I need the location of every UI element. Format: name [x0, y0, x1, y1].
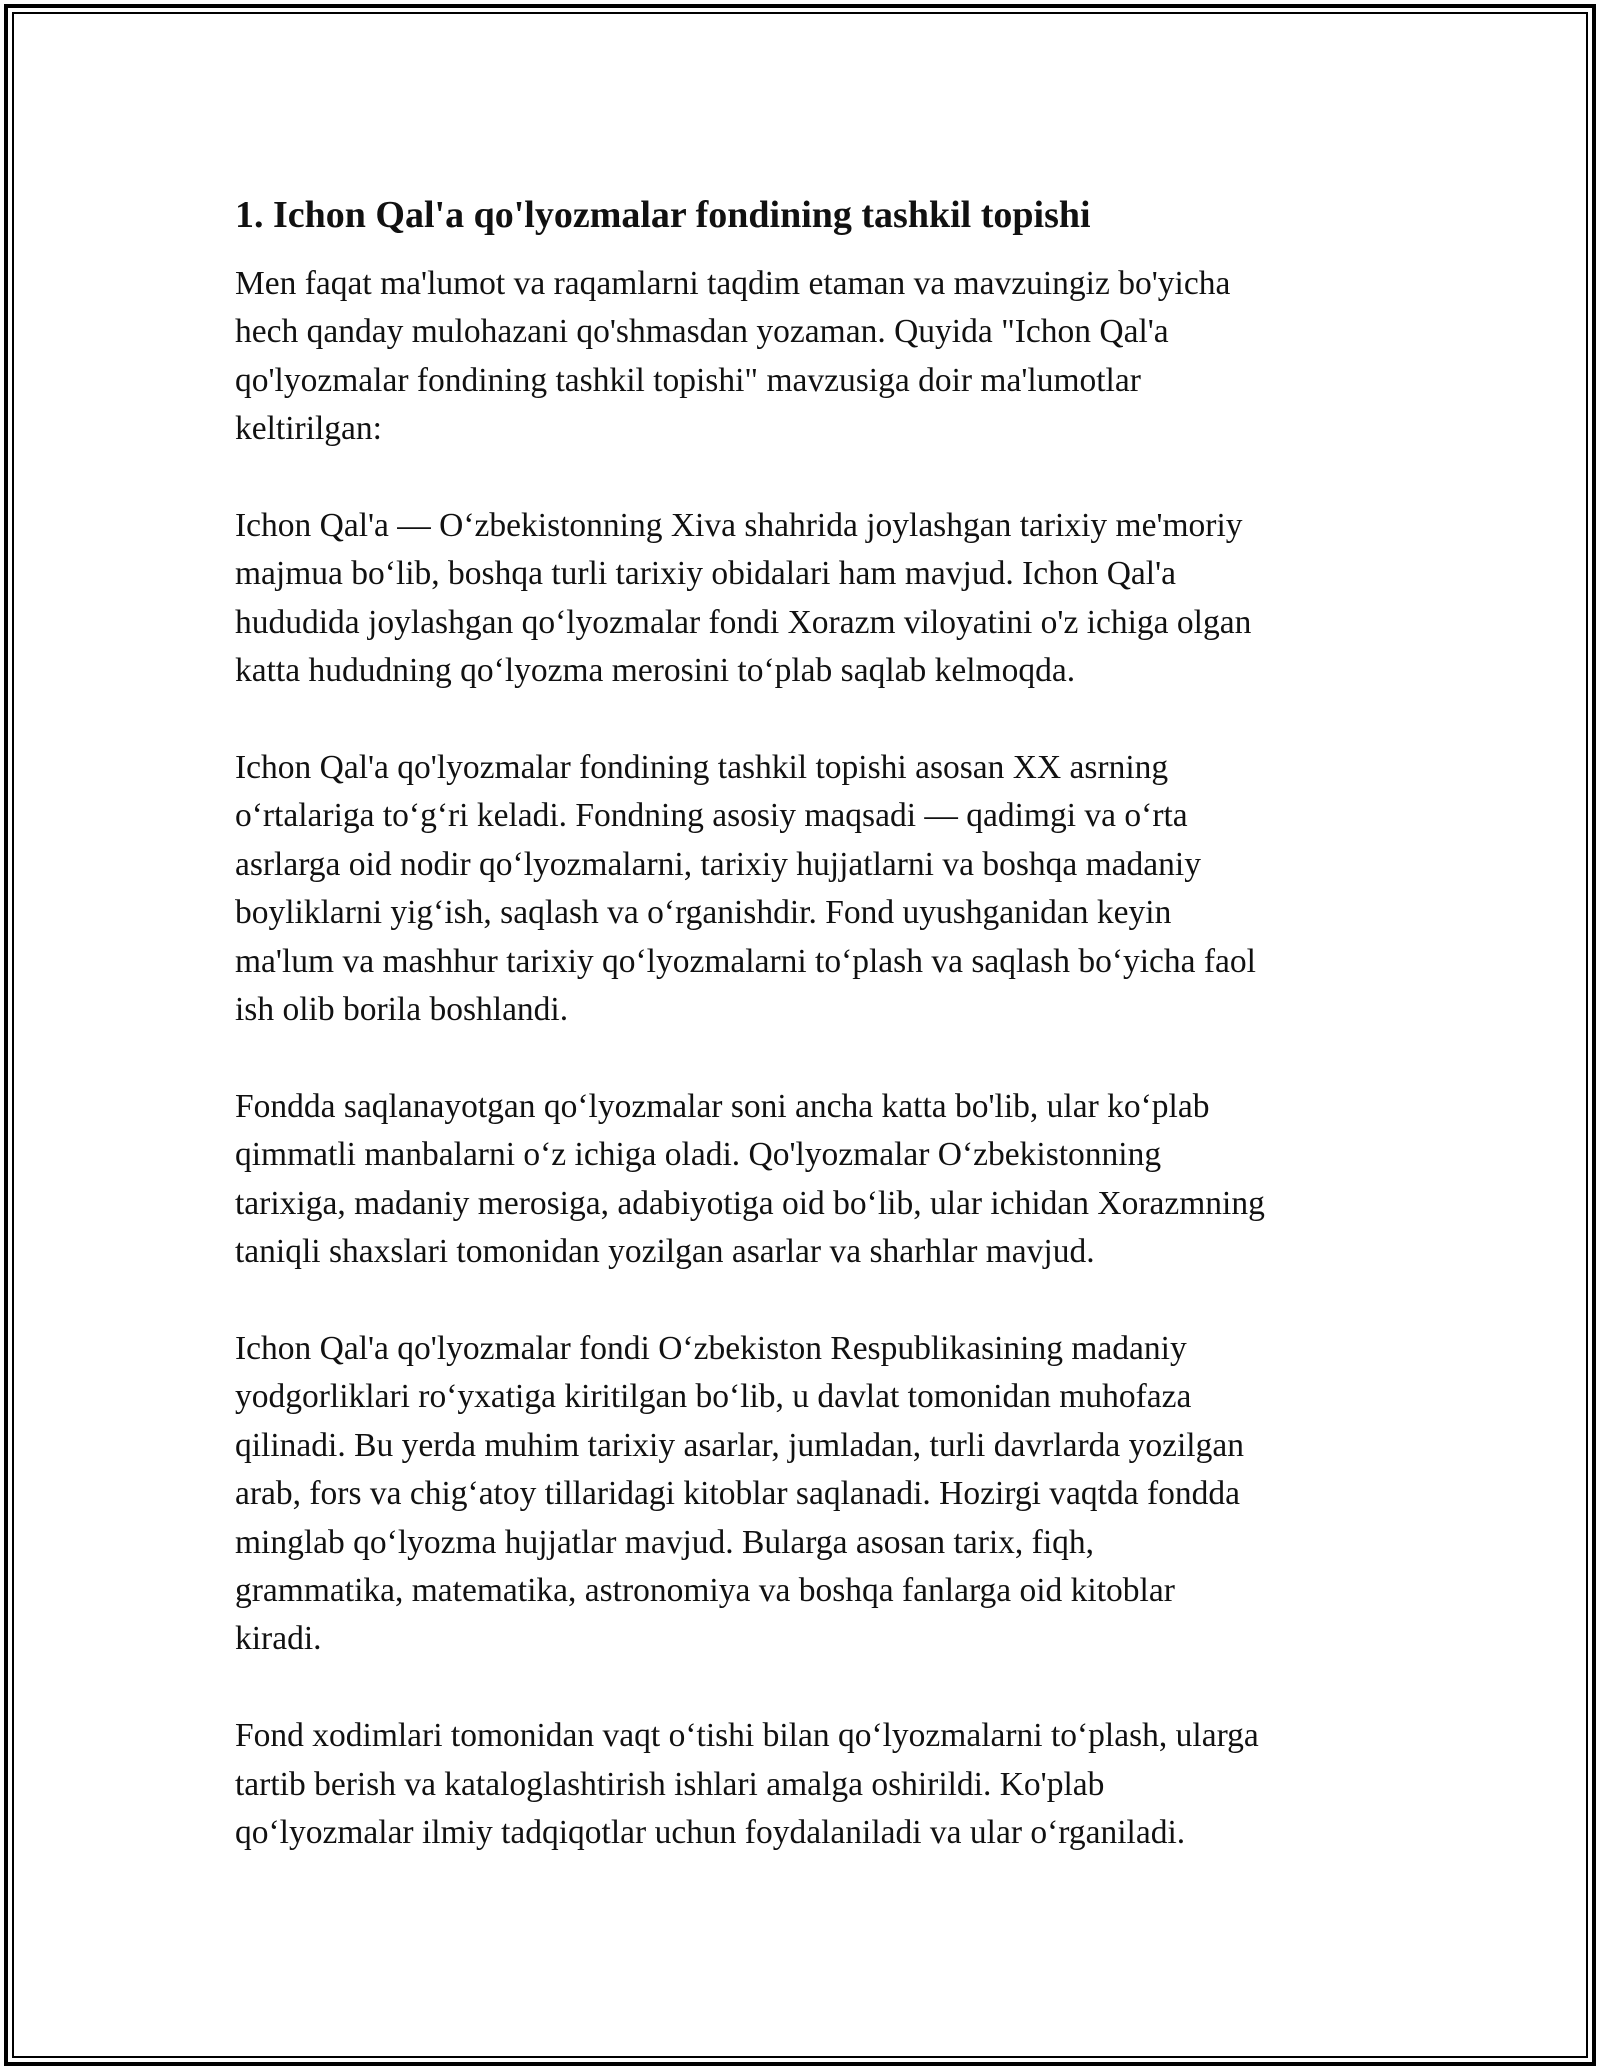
text-line: katta hududning qo‘lyozma merosini to‘plab saqlab kelmoqda.	[235, 652, 1076, 690]
text-line: boyliklarni yig‘ish, saqlash va o‘rganishdir. Fond uyushganidan keyin	[235, 894, 1172, 932]
text-line: grammatika, matematika, astronomiya va boshqa fanlarga oid kitoblar	[235, 1571, 1175, 1609]
document-title: 1. Ichon Qal'a qo'lyozmalar fondining tashkil topishi	[235, 194, 1091, 236]
text-line: keltirilgan:	[235, 410, 382, 448]
text-line: arab, fors va chig‘atoy tillaridagi kitoblar saqlanadi. Hozirgi vaqtda fondda	[235, 1475, 1240, 1513]
text-line: Fondda saqlanayotgan qo‘lyozmalar soni ancha katta bo'lib, ular ko‘plab	[235, 1087, 1210, 1125]
text-line: qo‘lyozmalar ilmiy tadqiqotlar uchun foydalaniladi va ular o‘rganiladi.	[235, 1813, 1186, 1851]
text-line: asrlarga oid nodir qo‘lyozmalarni, tarixiy hujjatlarni va boshqa madaniy	[235, 845, 1201, 883]
paragraph-protection	[235, 1325, 1370, 1664]
paragraph-collection	[235, 1083, 1370, 1277]
paragraph-founding	[235, 744, 1370, 1034]
paragraph-staff	[235, 1712, 1370, 1857]
text-line: Fond xodimlari tomonidan vaqt o‘tishi bilan qo‘lyozmalarni to‘plash, ularga	[235, 1717, 1259, 1755]
paragraph-location	[235, 502, 1370, 696]
text-line: majmua bo‘lib, boshqa turli tarixiy obidalari ham mavjud. Ichon Qal'a	[235, 555, 1177, 593]
text-line: qimmatli manbalarni o‘z ichiga oladi. Qo'lyozmalar O‘zbekistonning	[235, 1136, 1162, 1174]
text-line: minglab qo‘lyozma hujjatlar mavjud. Bularga asosan tarix, fiqh,	[235, 1523, 1095, 1561]
text-line: hech qanday mulohazani qo'shmasdan yozaman. Quyida "Ichon Qal'a	[235, 313, 1169, 351]
text-line: yodgorliklari ro‘yxatiga kiritilgan bo‘lib, u davlat tomonidan muhofaza	[235, 1378, 1192, 1416]
text-line: qo'lyozmalar fondining tashkil topishi" mavzusiga doir ma'lumotlar	[235, 361, 1141, 399]
document-body	[235, 186, 1370, 1857]
text-line: Ichon Qal'a qo'lyozmalar fondining tashkil topishi asosan XX asrning	[235, 749, 1169, 787]
text-line: qilinadi. Bu yerda muhim tarixiy asarlar, jumladan, turli davrlarda yozilgan	[235, 1426, 1244, 1464]
text-line: taniqli shaxslari tomonidan yozilgan asarlar va sharhlar mavjud.	[235, 1233, 1095, 1271]
text-line: ma'lum va mashhur tarixiy qo‘lyozmalarni to‘plash va saqlash bo‘yicha faol	[235, 942, 1256, 980]
text-line: Ichon Qal'a — O‘zbekistonning Xiva shahrida joylashgan tarixiy me'moriy	[235, 507, 1243, 545]
text-line: Ichon Qal'a qo'lyozmalar fondi O‘zbekiston Respublikasining madaniy	[235, 1329, 1187, 1367]
text-line: Men faqat ma'lumot va raqamlarni taqdim etaman va mavzuingiz bo'yicha	[235, 265, 1231, 302]
text-line: tarixiga, madaniy merosiga, adabiyotiga oid bo‘lib, ular ichidan Xorazmning	[235, 1184, 1265, 1222]
text-line: ish olib borila boshlandi.	[235, 991, 569, 1029]
text-line: o‘rtalariga to‘g‘ri keladi. Fondning asosiy maqsadi — qadimgi va o‘rta	[235, 797, 1188, 835]
text-line: hududida joylashgan qo‘lyozmalar fondi Xorazm viloyatini o'z ichiga olgan	[235, 603, 1252, 641]
text-line: kiradi.	[235, 1620, 322, 1658]
paragraph-intro	[235, 260, 1370, 454]
text-line: tartib berish va kataloglashtirish ishlari amalga oshirildi. Ko'plab	[235, 1765, 1105, 1803]
